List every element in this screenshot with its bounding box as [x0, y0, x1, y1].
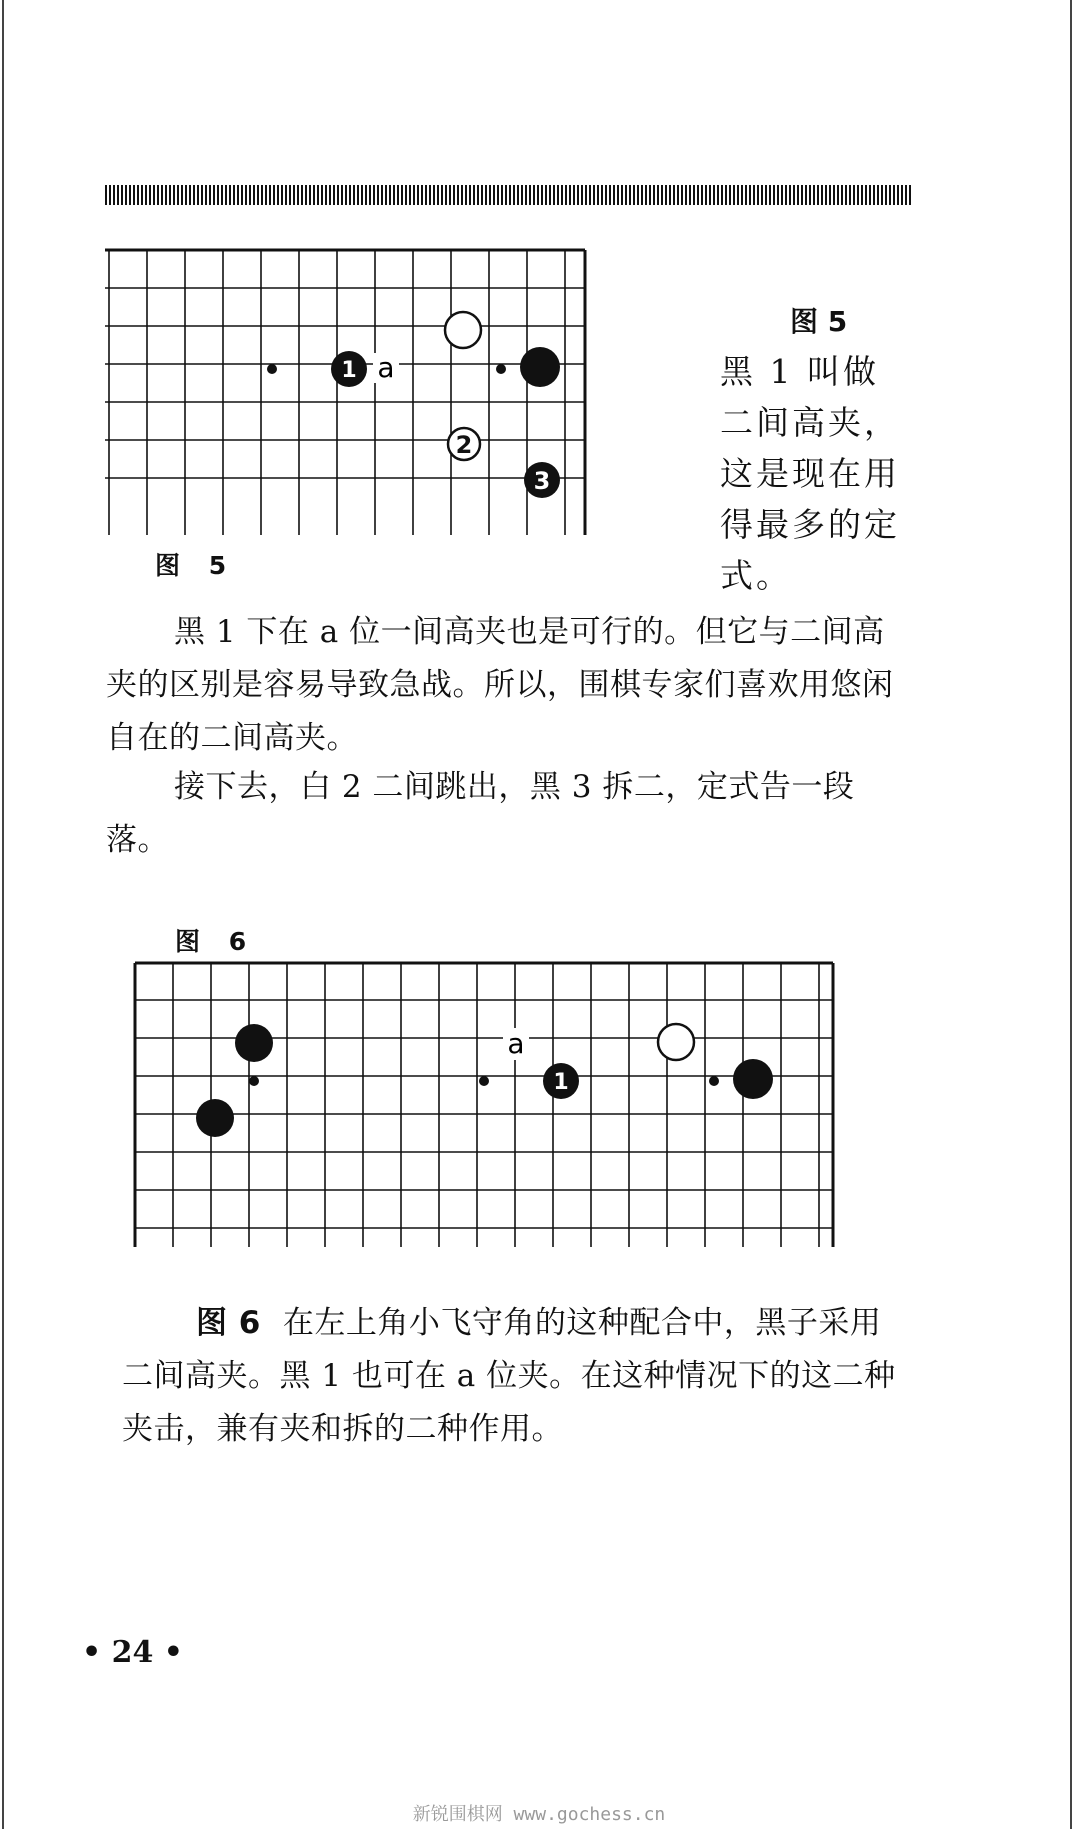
- figure5-label: 图 5: [155, 551, 227, 580]
- star-point: [479, 1076, 489, 1086]
- svg-text:1: 1: [553, 1070, 569, 1095]
- figure6-board: [130, 955, 840, 1255]
- figure6-caption-text: 在左上角小飞守角的这种配合中，黑子采用二间高夹。黑 1 也可在 a 位夹。在这种情况下的这二种夹击，兼有夹和拆的二种作用。: [122, 1305, 896, 1447]
- decorative-rule: [105, 185, 911, 205]
- page-number: • 24 •: [82, 1635, 183, 1670]
- stone-black-1: [331, 351, 367, 387]
- stone-black: [733, 1059, 773, 1099]
- stone-white-2: [448, 428, 480, 460]
- star-point: [249, 1076, 259, 1086]
- stone-black: [520, 347, 560, 387]
- stone-black-3: [524, 462, 560, 498]
- svg-text:2: 2: [455, 431, 473, 459]
- point-a-label: a: [507, 1027, 525, 1060]
- figure5-caption: [720, 300, 900, 601]
- stone-white: [445, 312, 481, 348]
- star-point: [267, 364, 277, 374]
- star-point: [709, 1076, 719, 1086]
- figure5-board: [100, 245, 610, 545]
- figure6-caption: [122, 1297, 912, 1456]
- paragraph-1: 黑 1 下在 a 位一间高夹也是可行的。但它与二间高夹的区别是容易导致急战。所以，围棋专家们喜欢用悠闲自在的二间高夹。: [106, 614, 894, 756]
- stone-black-1: [543, 1063, 579, 1099]
- point-a-label: a: [377, 351, 395, 384]
- stone-black: [196, 1099, 234, 1137]
- figure5-caption-text: 黑 1 叫做二间高夹，这是现在用得最多的定式。: [720, 352, 900, 595]
- stone-white: [658, 1024, 694, 1060]
- svg-text:3: 3: [533, 467, 551, 495]
- figure6-label: 图 6: [175, 927, 247, 956]
- watermark-footer: 新锐围棋网 www.gochess.cn: [412, 1804, 666, 1825]
- stone-black: [235, 1024, 273, 1062]
- figure6-caption-title: 图 6: [196, 1305, 261, 1341]
- star-point: [496, 364, 506, 374]
- figure5-caption-title: 图 5: [790, 305, 848, 338]
- svg-text:1: 1: [341, 358, 357, 383]
- paragraph-2: 接下去，白 2 二间跳出，黑 3 拆二，定式告一段落。: [106, 769, 855, 858]
